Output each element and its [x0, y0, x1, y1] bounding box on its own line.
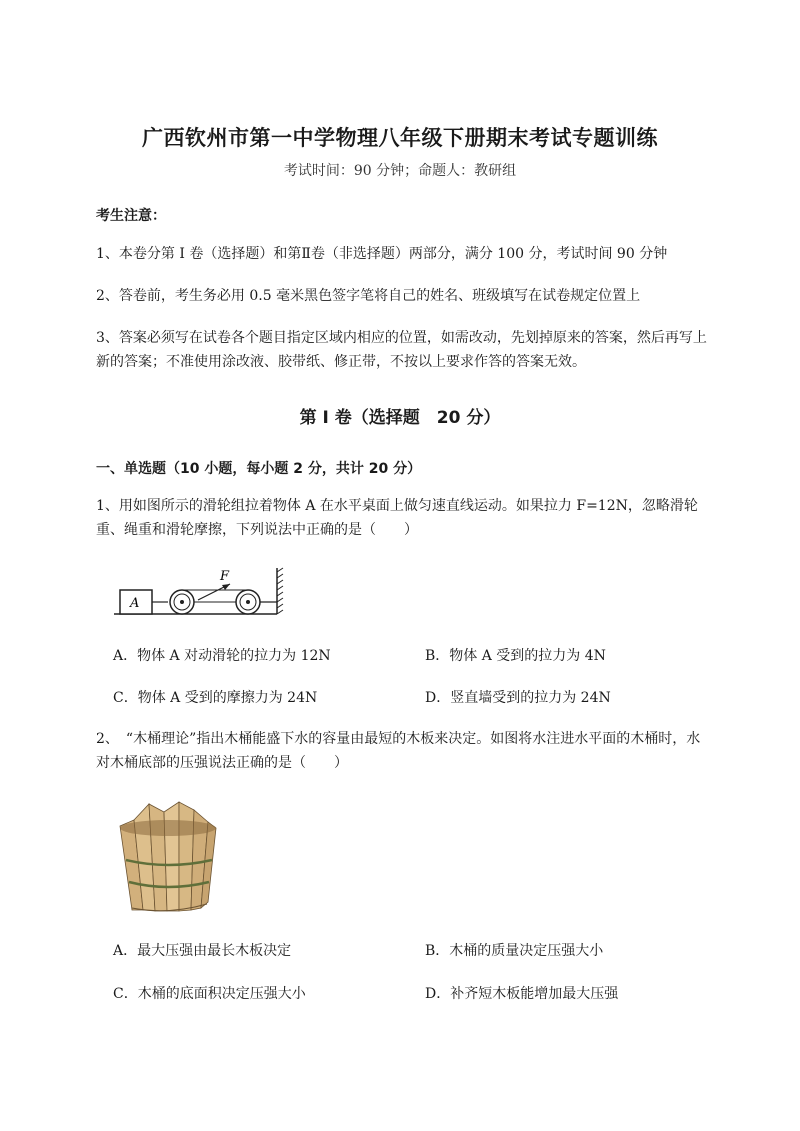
notice-item-3: 3、答案必须写在试卷各个题目指定区域内相应的位置，如需改动，先划掉原来的答案，然后再写上新的答案；不准使用涂改液、胶带纸、修正带，不按以上要求作答的答案无效。 — [96, 330, 707, 370]
section-title: 第 I 卷（选择题 20 分） — [299, 408, 501, 428]
q2-option-d: D．补齐短木板能增加最大压强 — [425, 986, 619, 1002]
wooden-bucket-figure — [112, 798, 222, 913]
pulley-system-figure — [112, 566, 292, 618]
q2-option-a: A．最大压强由最长木板决定 — [113, 943, 292, 959]
q2-option-c: C．木桶的底面积决定压强大小 — [113, 986, 306, 1002]
page-title: 广西钦州市第一中学物理八年级下册期末考试专题训练 — [142, 126, 658, 150]
notice-heading: 考生注意： — [96, 208, 166, 224]
force-label: F — [220, 569, 230, 584]
exam-info: 考试时间：90 分钟；命题人：教研组 — [283, 163, 517, 179]
question-type-heading: 一、单选题（10 小题，每小题 2 分，共计 20 分） — [96, 461, 422, 477]
q1-option-a: A．物体 A 对动滑轮的拉力为 12N — [113, 648, 331, 664]
block-a-label: A — [130, 596, 140, 611]
question-2-stem: 2、 “木桶理论”指出木桶能盛下水的容量由最短的木板来决定。如图将水注进水平面的木桶时，水对木桶底部的压强说法正确的是（ ） — [96, 731, 701, 771]
q1-option-c: C．物体 A 受到的摩擦力为 24N — [113, 690, 318, 706]
notice-item-2: 2、答卷前，考生务必用 0.5 毫米黑色签字笔将自己的姓名、班级填写在试卷规定位置上 — [96, 288, 641, 304]
q2-option-b: B．木桶的质量决定压强大小 — [425, 943, 604, 959]
q1-option-b: B．物体 A 受到的拉力为 4N — [425, 648, 606, 664]
q1-option-d: D．竖直墙受到的拉力为 24N — [425, 690, 611, 706]
question-1-stem: 1、用如图所示的滑轮组拉着物体 A 在水平桌面上做匀速直线运动。如果拉力 F=12N，忽略滑轮重、绳重和滑轮摩擦，下列说法中正确的是（ ） — [96, 498, 698, 538]
notice-item-1: 1、本卷分第 I 卷（选择题）和第Ⅱ卷（非选择题）两部分，满分 100 分，考试时间 90 分钟 — [96, 246, 668, 262]
